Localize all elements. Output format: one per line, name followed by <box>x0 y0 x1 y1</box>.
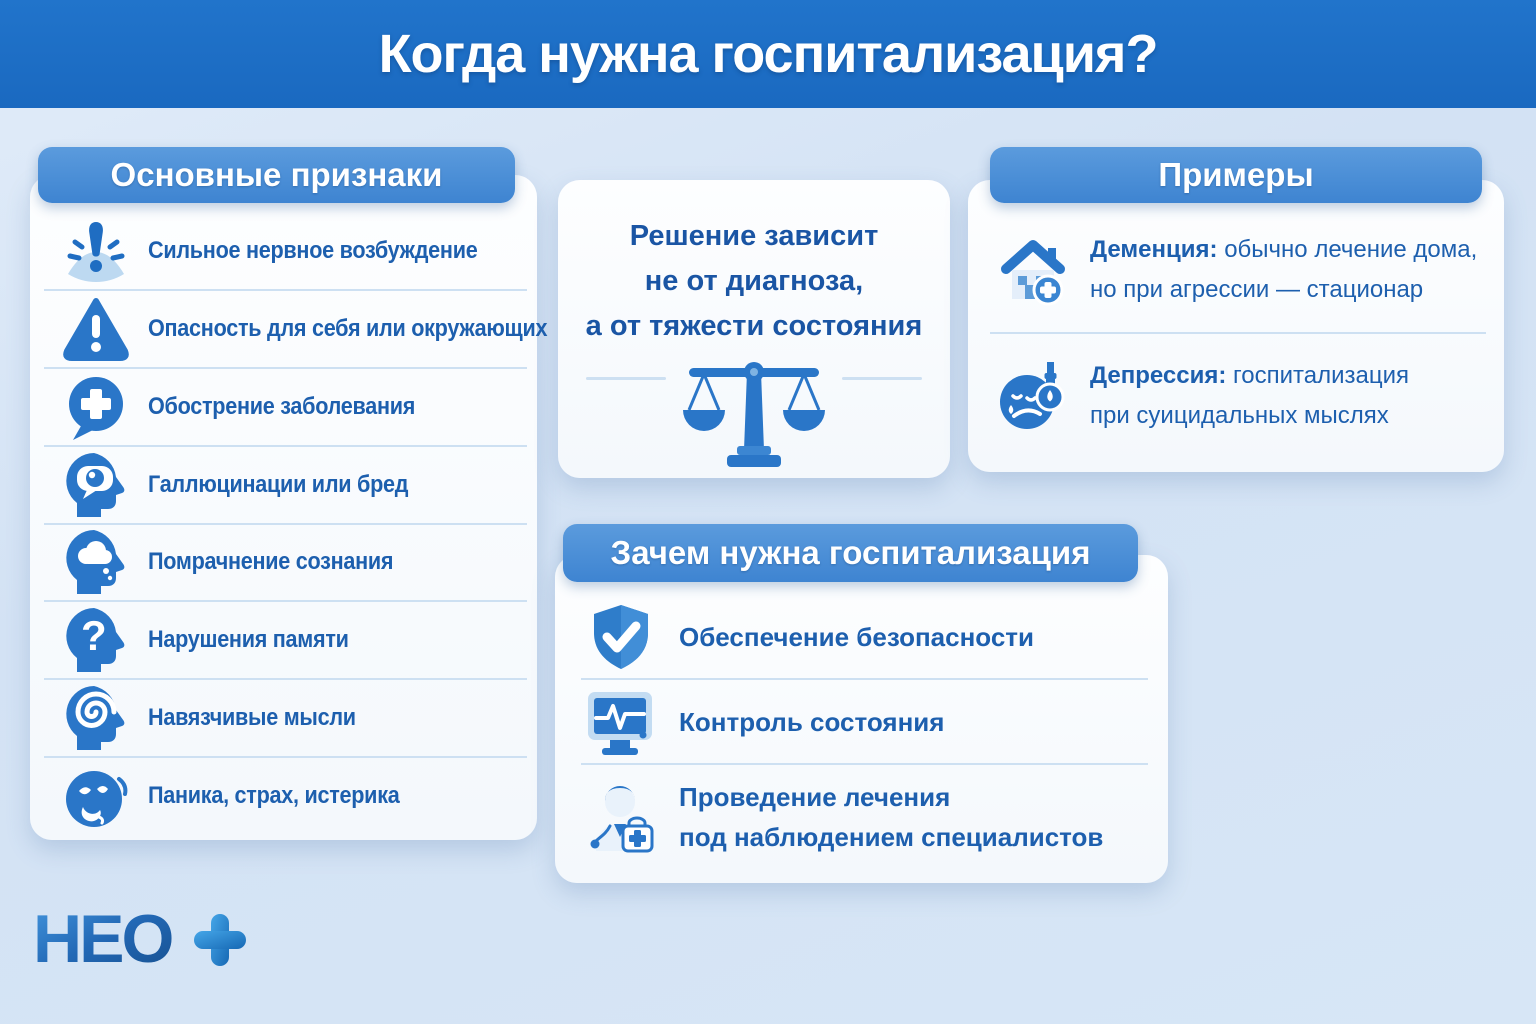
icon-box <box>58 526 134 598</box>
sign-label: Нарушения памяти <box>148 626 349 654</box>
example-row <box>990 208 1486 332</box>
sign-row <box>44 523 527 601</box>
hallucination-head-icon <box>60 449 132 521</box>
sign-label: Сильное нервное возбуждение <box>148 236 478 264</box>
decision-text <box>558 180 950 349</box>
signs-panel-header <box>38 147 515 203</box>
vitals-monitor-icon <box>586 688 656 756</box>
reason-row <box>581 595 1148 678</box>
reason-row <box>581 678 1148 763</box>
example-line: при суицидальных мыслях <box>1090 402 1389 429</box>
examples-panel <box>968 180 1504 472</box>
icon-box <box>58 682 134 754</box>
examples-panel-header <box>990 147 1482 203</box>
icon-box <box>581 688 661 756</box>
example-text <box>1090 230 1477 310</box>
reason-row <box>581 763 1148 869</box>
icon-box <box>58 604 134 676</box>
reason-line: Проведение лечения <box>679 782 951 813</box>
icon-box <box>581 601 661 673</box>
icon-box <box>58 449 134 521</box>
signs-panel-title: Основные признаки <box>110 156 443 193</box>
icon-box <box>58 760 134 832</box>
example-row <box>990 332 1486 458</box>
sign-label: Навязчивые мысли <box>148 704 356 732</box>
warning-triangle-icon <box>61 294 131 364</box>
sign-row <box>44 756 527 834</box>
examples-panel-title: Примеры <box>1158 156 1314 193</box>
excitement-burst-icon <box>61 216 131 286</box>
example-term: Депрессия: <box>1090 362 1227 389</box>
sign-label: Паника, страх, истерика <box>148 782 400 810</box>
decision-line: а от тяжести состояния <box>585 310 923 342</box>
signs-panel <box>30 175 548 840</box>
icon-box <box>58 215 134 287</box>
obsessive-thoughts-head-icon <box>60 682 132 754</box>
sign-row <box>44 367 527 445</box>
decision-card <box>558 180 950 478</box>
icon-box <box>58 293 134 365</box>
decision-line: Решение зависит <box>629 220 879 252</box>
shield-check-icon <box>586 601 656 673</box>
balance-scales-icon <box>679 358 829 470</box>
reasons-list <box>581 595 1148 869</box>
icon-box <box>990 233 1076 307</box>
icon-box <box>990 360 1076 432</box>
reasons-panel-title: Зачем нужна госпитализация <box>610 534 1091 571</box>
doctor-medical-bag-icon <box>583 779 659 855</box>
example-line: но при агрессии — стационар <box>1090 276 1424 303</box>
sign-label: Галлюцинации или бред <box>148 470 409 498</box>
example-text <box>1090 356 1409 436</box>
divider-line <box>586 377 666 380</box>
home-care-plus-icon <box>995 233 1071 307</box>
memory-loss-head-icon <box>60 604 132 676</box>
logo-text: НЕО <box>33 901 172 977</box>
divider-line <box>842 377 922 380</box>
page-title: Когда нужна госпитализация? <box>378 24 1158 84</box>
reason-label: Контроль состояния <box>679 706 945 737</box>
page-header <box>0 0 1536 108</box>
example-line <box>1090 230 1477 270</box>
icon-box <box>581 779 661 855</box>
decision-line: не от диагноза, <box>644 265 864 297</box>
sign-row <box>44 289 548 367</box>
sign-label: Опасность для себя или окружающих <box>148 314 548 342</box>
sign-row <box>44 445 527 523</box>
reasons-panel-header <box>563 524 1138 582</box>
example-rest: госпитализация <box>1233 362 1410 389</box>
examples-list <box>990 208 1486 458</box>
reason-line: под наблюдением специалистов <box>679 822 1104 853</box>
example-term: Деменция: <box>1090 236 1218 263</box>
sign-label: Помрачнение сознания <box>148 548 394 576</box>
neo-plus-logo <box>33 898 268 978</box>
medical-cross-bubble-icon <box>61 372 131 442</box>
reasons-panel <box>555 555 1168 883</box>
example-rest: обычно лечение дома, <box>1224 236 1478 263</box>
svg-text:?: ? <box>81 612 107 660</box>
signs-list <box>44 213 548 834</box>
clouded-mind-head-icon <box>60 526 132 598</box>
sign-row <box>44 213 527 289</box>
reason-label: Обеспечение безопасности <box>679 621 1035 652</box>
panic-face-icon <box>61 761 131 831</box>
reason-label <box>679 777 1103 857</box>
sign-row <box>44 600 527 678</box>
sign-row <box>44 678 527 756</box>
example-line <box>1090 356 1409 396</box>
sign-label: Обострение заболевания <box>148 392 416 420</box>
depression-iv-drip-icon <box>997 360 1069 432</box>
icon-box <box>58 371 134 443</box>
